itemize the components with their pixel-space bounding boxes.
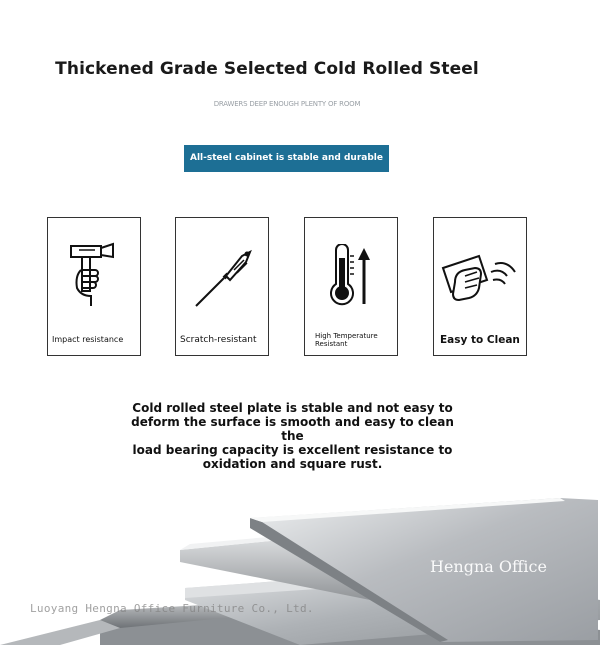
feature-card-impact (47, 217, 141, 356)
description-line: load bearing capacity is excellent resistance to (132, 443, 453, 457)
brand-watermark: Hengna Office (430, 557, 547, 576)
description-text (120, 401, 465, 471)
feature-card-clean (433, 217, 527, 356)
wipe-hand-icon (439, 252, 521, 312)
thermometer-icon (320, 244, 384, 310)
hammer-icon (61, 240, 121, 310)
feature-card-temperature (304, 217, 398, 356)
screwdriver-icon (190, 244, 254, 310)
durability-banner: All-steel cabinet is stable and durable (184, 145, 389, 172)
description-line: deform the surface is smooth and easy to clean the (131, 415, 454, 443)
feature-label-clean: Easy to Clean (440, 334, 520, 346)
feature-label-temperature-2: Resistant (315, 340, 348, 348)
feature-label-temperature-1: High Temperature (315, 332, 378, 340)
page-subtitle: DRAWERS DEEP ENOUGH PLENTY OF ROOM (213, 100, 361, 108)
feature-label-impact: Impact resistance (52, 335, 124, 344)
feature-label-scratch: Scratch-resistant (180, 335, 257, 345)
page-title: Thickened Grade Selected Cold Rolled Steel (55, 59, 479, 79)
feature-card-scratch (175, 217, 269, 356)
company-watermark: Luoyang Hengna Office Furniture Co., Ltd. (30, 602, 314, 615)
description-line: Cold rolled steel plate is stable and not easy to (132, 401, 453, 415)
description-line: oxidation and square rust. (202, 457, 383, 471)
